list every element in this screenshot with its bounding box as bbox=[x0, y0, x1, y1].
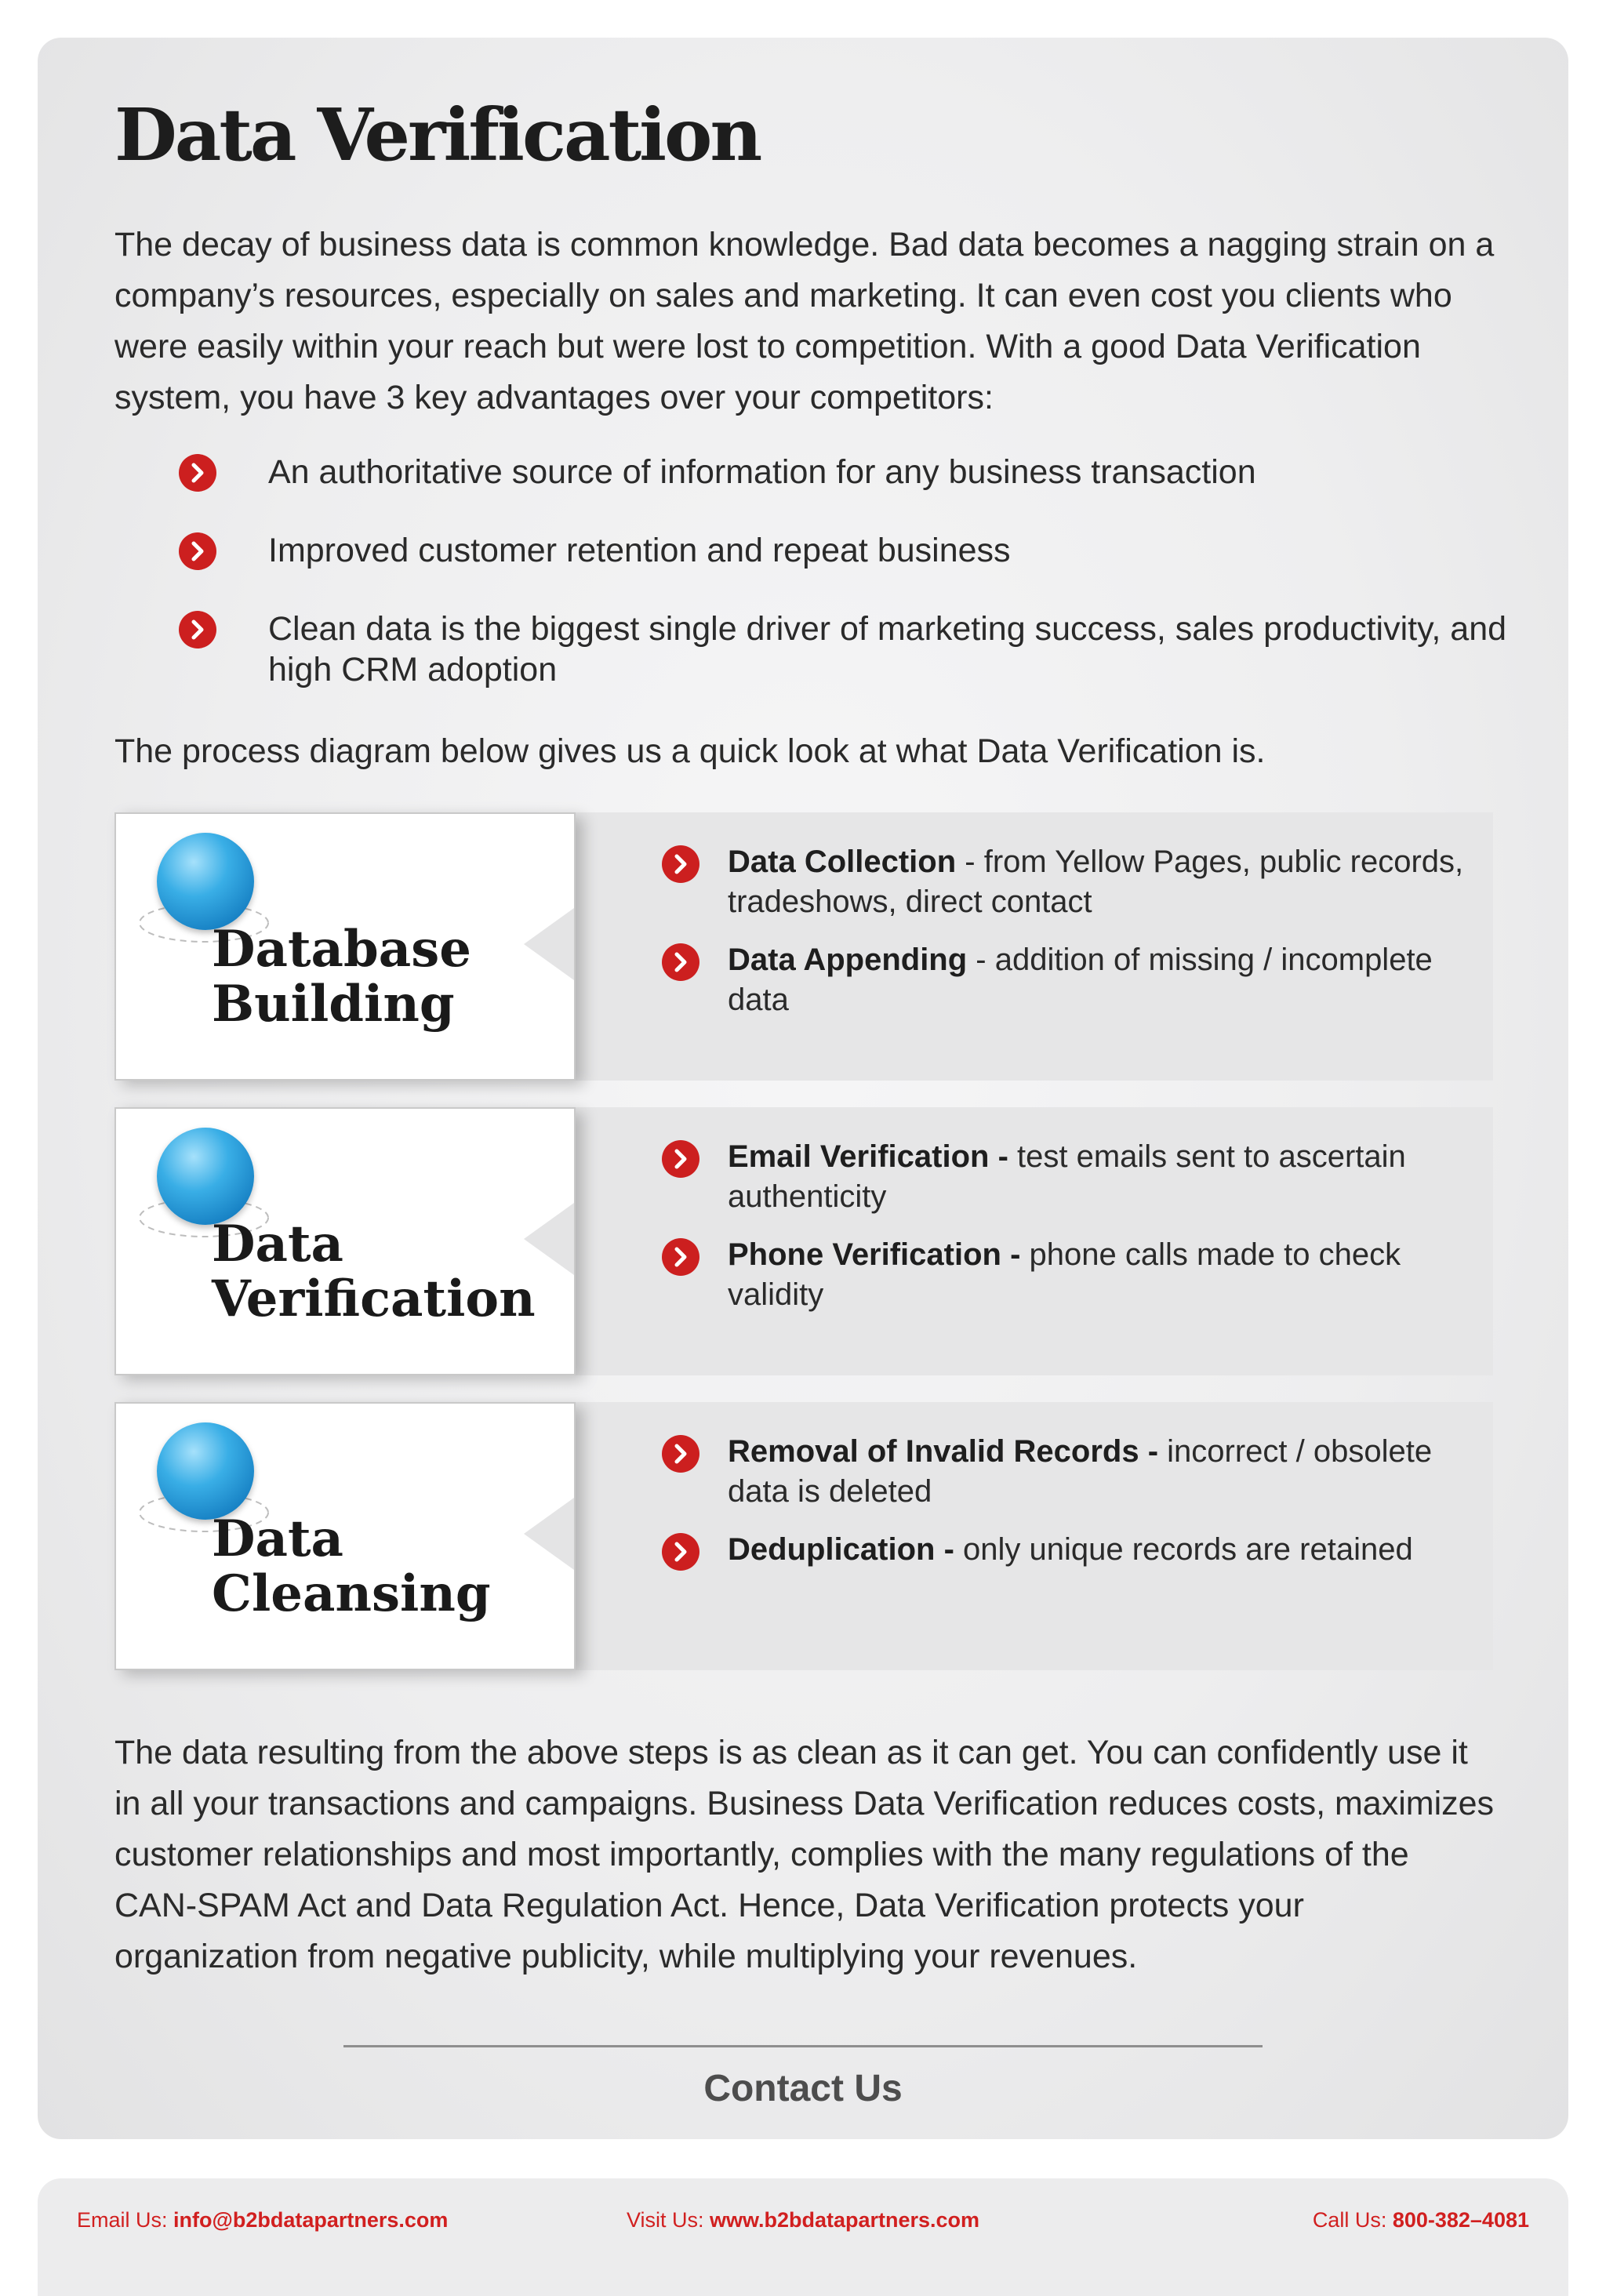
advantage-text: Improved customer retention and repeat business bbox=[268, 532, 1011, 569]
divider bbox=[343, 2045, 1263, 2047]
chevron-right-icon bbox=[179, 454, 216, 492]
step-title-line: Data bbox=[212, 1215, 343, 1273]
chevron-right-icon bbox=[179, 611, 216, 648]
chevron-right-icon bbox=[662, 1238, 699, 1276]
step-card bbox=[114, 1402, 576, 1670]
step-item-desc: incorrect / obsolete data is deleted bbox=[728, 1434, 1433, 1509]
sphere-icon bbox=[157, 833, 254, 930]
contact-heading: Contact Us bbox=[703, 2068, 903, 2109]
step-title-line: Database bbox=[212, 920, 471, 979]
step-item bbox=[662, 842, 1485, 922]
step-item bbox=[662, 1235, 1485, 1315]
pointer-notch bbox=[524, 1498, 579, 1570]
sphere-icon bbox=[157, 1422, 254, 1520]
pointer-notch bbox=[524, 1203, 579, 1275]
step-title bbox=[212, 1509, 491, 1623]
chevron-right-icon bbox=[662, 1435, 699, 1473]
advantage-text: An authoritative source of information for any business transaction bbox=[268, 453, 1256, 491]
step-item-desc: only unique records are retained bbox=[954, 1532, 1413, 1567]
step-item bbox=[662, 1432, 1485, 1512]
step-items bbox=[662, 1432, 1485, 1570]
sphere-icon bbox=[157, 1128, 254, 1225]
advantages-list bbox=[179, 452, 1512, 690]
page-title: Data Verification bbox=[114, 93, 761, 177]
footer-bar bbox=[38, 2178, 1568, 2296]
step-item-term: Data Collection bbox=[728, 845, 957, 879]
phone-link[interactable]: 800-382–4081 bbox=[1392, 2208, 1529, 2232]
chevron-right-icon bbox=[179, 532, 216, 570]
process-step-data-verification bbox=[114, 1107, 1493, 1375]
step-item-desc: - from Yellow Pages, public records, tradeshows, direct contact bbox=[728, 845, 1464, 919]
advantage-text: Clean data is the biggest single driver of marketing success, sales productivity, and high CRM adoption bbox=[268, 610, 1507, 688]
step-title-line: Building bbox=[212, 975, 455, 1034]
intro-paragraph: The decay of business data is common knowledge. Bad data becomes a nagging strain on a company’s resources, especially on sales and marketing. It can even cost you clients who were easily within your reach but were lost to competition. With a good Data Verification system, you have 3 key advantages over your competitors: bbox=[114, 226, 1495, 416]
website-label: Visit Us: bbox=[626, 2208, 710, 2232]
email-label: Email Us: bbox=[77, 2208, 174, 2232]
phone-label: Call Us: bbox=[1312, 2208, 1393, 2232]
step-item bbox=[662, 1530, 1485, 1570]
chevron-right-icon bbox=[662, 845, 699, 883]
step-items bbox=[662, 842, 1485, 1020]
process-step-data-cleansing bbox=[114, 1402, 1493, 1670]
step-title-line: Verification bbox=[212, 1270, 536, 1328]
step-title-line: Data bbox=[212, 1509, 343, 1568]
step-title bbox=[212, 1217, 536, 1327]
footer-phone bbox=[1313, 2208, 1529, 2232]
step-item-term: Removal of Invalid Records - bbox=[728, 1434, 1159, 1469]
step-title bbox=[212, 922, 471, 1032]
step-title-line: Cleansing bbox=[212, 1564, 491, 1623]
chevron-right-icon bbox=[662, 943, 699, 981]
diagram-lead-text: The process diagram below gives us a quick look at what Data Verification is. bbox=[114, 732, 1266, 770]
advantage-item bbox=[179, 452, 1512, 492]
chevron-right-icon bbox=[662, 1140, 699, 1178]
pointer-notch bbox=[524, 908, 579, 980]
step-item-term: Deduplication - bbox=[728, 1532, 954, 1567]
advantage-item bbox=[179, 530, 1512, 571]
step-item bbox=[662, 1137, 1485, 1217]
advantage-item bbox=[179, 609, 1512, 690]
website-link[interactable]: www.b2bdatapartners.com bbox=[709, 2208, 980, 2232]
chevron-right-icon bbox=[662, 1533, 699, 1571]
step-item bbox=[662, 940, 1485, 1020]
closing-paragraph: The data resulting from the above steps is as clean as it can get. You can confidently use it in all your transactions and campaigns. Business Data Verification reduces costs, maximizes customer relationships and most importantly, complies with the many regulations of the CAN-SPAM Act and Data Regulation Act. Hence, Data Verification protects your organization from negative publicity, while multiplying your revenues. bbox=[114, 1734, 1495, 1975]
step-card bbox=[114, 1107, 576, 1375]
step-item-term: Email Verification - bbox=[728, 1139, 1008, 1174]
step-item-desc: - addition of missing / incomplete data bbox=[728, 943, 1433, 1017]
step-item-desc: phone calls made to check validity bbox=[728, 1237, 1401, 1312]
step-item-term: Data Appending bbox=[728, 943, 968, 977]
step-item-desc: test emails sent to ascertain authenticity bbox=[728, 1139, 1406, 1214]
email-link[interactable]: info@b2bdatapartners.com bbox=[173, 2208, 449, 2232]
step-items bbox=[662, 1137, 1485, 1315]
step-card bbox=[114, 812, 576, 1081]
step-item-term: Phone Verification - bbox=[728, 1237, 1021, 1272]
process-step-database-building bbox=[114, 812, 1493, 1081]
